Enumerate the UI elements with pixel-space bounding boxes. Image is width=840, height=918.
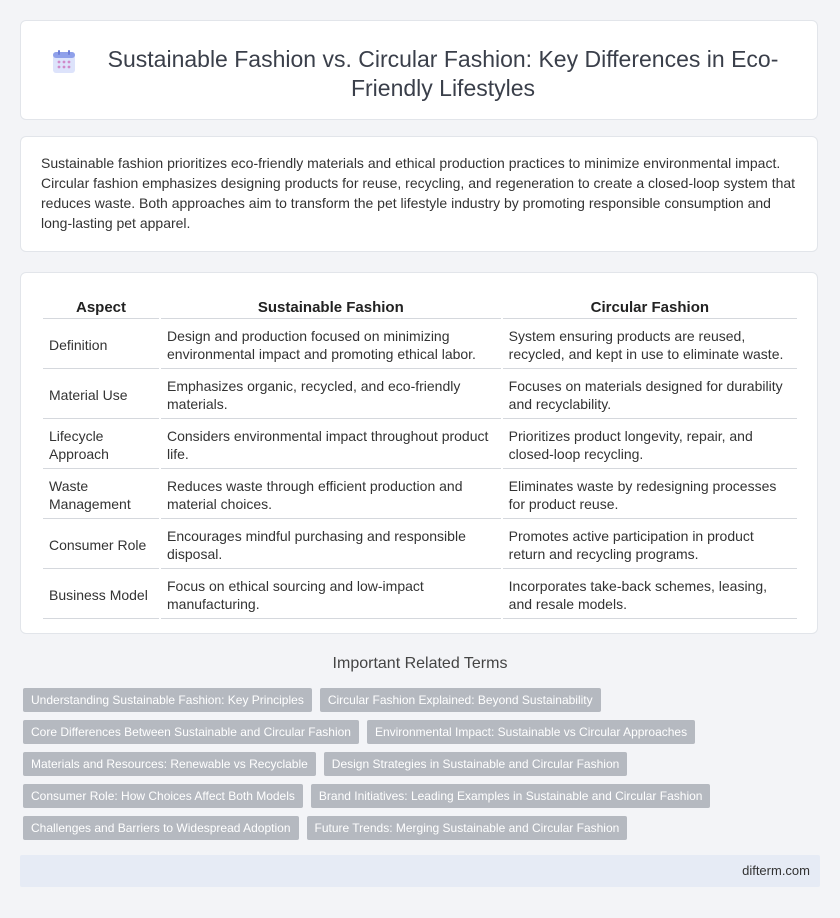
circular-cell: Eliminates waste by redesigning processes for product reuse. [503,471,797,519]
related-terms-heading: Important Related Terms [332,655,508,672]
aspect-cell: Consumer Role [43,521,159,569]
related-term-tag[interactable]: Materials and Resources: Renewable vs Recyclable [23,752,316,776]
page-title: Sustainable Fashion vs. Circular Fashion: Key Differences in Eco-Friendly Lifestyles [107,46,779,101]
sustainable-cell: Reduces waste through efficient production and material choices. [161,471,501,519]
sustainable-cell: Focus on ethical sourcing and low-impact manufacturing. [161,571,501,619]
related-term-tag[interactable]: Design Strategies in Sustainable and Circular Fashion [324,752,628,776]
comparison-table [41,293,799,621]
aspect-cell: Material Use [43,371,159,419]
circular-cell: System ensuring products are reused, recycled, and kept in use to eliminate waste. [503,321,797,369]
related-term-tag[interactable]: Future Trends: Merging Sustainable and Circular Fashion [307,816,628,840]
related-term-tag[interactable]: Consumer Role: How Choices Affect Both Models [23,784,303,808]
intro-text: Sustainable fashion prioritizes eco-friendly materials and ethical production practices to minimize environmental impact. Circular fashion emphasizes designing products for reuse, recycling, and regeneration to create a closed-loop system that reduces waste. Both approaches aim to transform the pet lifestyle industry by promoting responsible consumption and long-lasting pet apparel. [41,155,796,231]
related-term-tag[interactable]: Core Differences Between Sustainable and Circular Fashion [23,720,359,744]
aspect-cell: Definition [43,321,159,369]
column-header-circular: Circular Fashion [503,295,797,319]
related-term-tag[interactable]: Brand Initiatives: Leading Examples in Sustainable and Circular Fashion [311,784,711,808]
comparison-table-card [20,272,818,634]
aspect-cell: Lifecycle Approach [43,421,159,469]
circular-cell: Prioritizes product longevity, repair, and closed-loop recycling. [503,421,797,469]
site-link[interactable]: difterm.com [742,863,810,878]
column-header-aspect: Aspect [43,295,159,319]
circular-cell: Focuses on materials designed for durability and recyclability. [503,371,797,419]
table-row [43,321,797,369]
table-row [43,371,797,419]
related-terms-list [23,688,813,840]
footer [20,855,820,887]
calendar-icon [51,49,77,75]
circular-cell: Incorporates take-back schemes, leasing, and resale models. [503,571,797,619]
related-term-tag[interactable]: Environmental Impact: Sustainable vs Circular Approaches [367,720,695,744]
sustainable-cell: Emphasizes organic, recycled, and eco-friendly materials. [161,371,501,419]
related-term-tag[interactable]: Challenges and Barriers to Widespread Adoption [23,816,299,840]
intro-card [20,136,818,252]
sustainable-cell: Encourages mindful purchasing and responsible disposal. [161,521,501,569]
sustainable-cell: Considers environmental impact throughout product life. [161,421,501,469]
circular-cell: Promotes active participation in product return and recycling programs. [503,521,797,569]
header-card [20,20,818,120]
sustainable-cell: Design and production focused on minimizing environmental impact and promoting ethical labor. [161,321,501,369]
table-row [43,521,797,569]
table-row [43,571,797,619]
column-header-sustainable: Sustainable Fashion [161,295,501,319]
related-term-tag[interactable]: Circular Fashion Explained: Beyond Sustainability [320,688,601,712]
aspect-cell: Business Model [43,571,159,619]
table-row [43,471,797,519]
aspect-cell: Waste Management [43,471,159,519]
related-term-tag[interactable]: Understanding Sustainable Fashion: Key Principles [23,688,312,712]
table-header-row [43,295,797,319]
table-row [43,421,797,469]
